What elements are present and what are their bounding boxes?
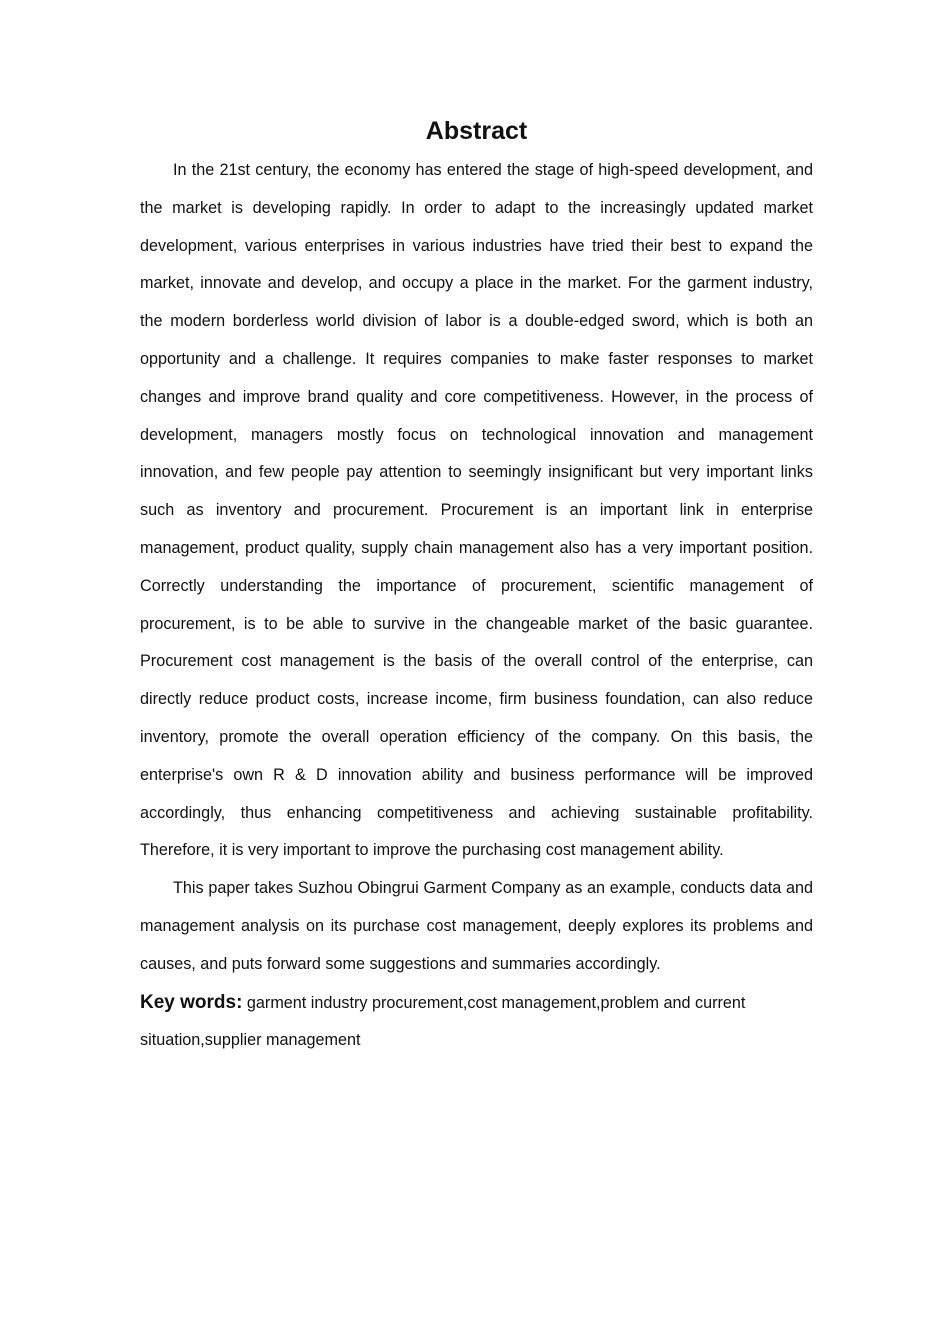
keywords-text: garment industry procurement,cost management,problem and current situation,supplier management xyxy=(140,993,746,1050)
page-title: Abstract xyxy=(425,117,528,145)
abstract-paragraph-2: This paper takes Suzhou Obingrui Garment Company as an example, conducts data and management analysis on its purchase cost management, deeply explores its problems and causes, and puts forward some suggestions and summaries accordingly. xyxy=(140,879,813,973)
keywords-line xyxy=(140,984,813,1060)
abstract-paragraph-1: In the 21st century, the economy has entered the stage of high-speed development, and the market is developing rapidly. In order to adapt to the increasingly updated market development, various enterprises in various industries have tried their best to expand the market, innovate and develop, and occupy a place in the market. For the garment industry, the modern borderless world division of labor is a double-edged sword, which is both an opportunity and a challenge. It requires companies to make faster responses to market changes and improve brand quality and core competitiveness. However, in the process of development, managers mostly focus on technological innovation and management innovation, and few people pay attention to seemingly insignificant but very important links such as inventory and procurement. Procurement is an important link in enterprise management, product quality, supply chain management also has a very important position. Correctly understanding the importance of procurement, scientific management of procurement, is to be able to survive in the changeable market of the basic guarantee. Procurement cost management is the basis of the overall control of the enterprise, can directly reduce product costs, increase income, firm business foundation, can also reduce inventory, promote the overall operation efficiency of the company. On this basis, the enterprise's own R & D innovation ability and business performance will be improved accordingly, thus enhancing competitiveness and achieving sustainable profitability. Therefore, it is very important to improve the purchasing cost management ability. xyxy=(140,161,813,860)
keywords-label: Key words: xyxy=(140,991,243,1013)
abstract-page xyxy=(140,112,813,1060)
